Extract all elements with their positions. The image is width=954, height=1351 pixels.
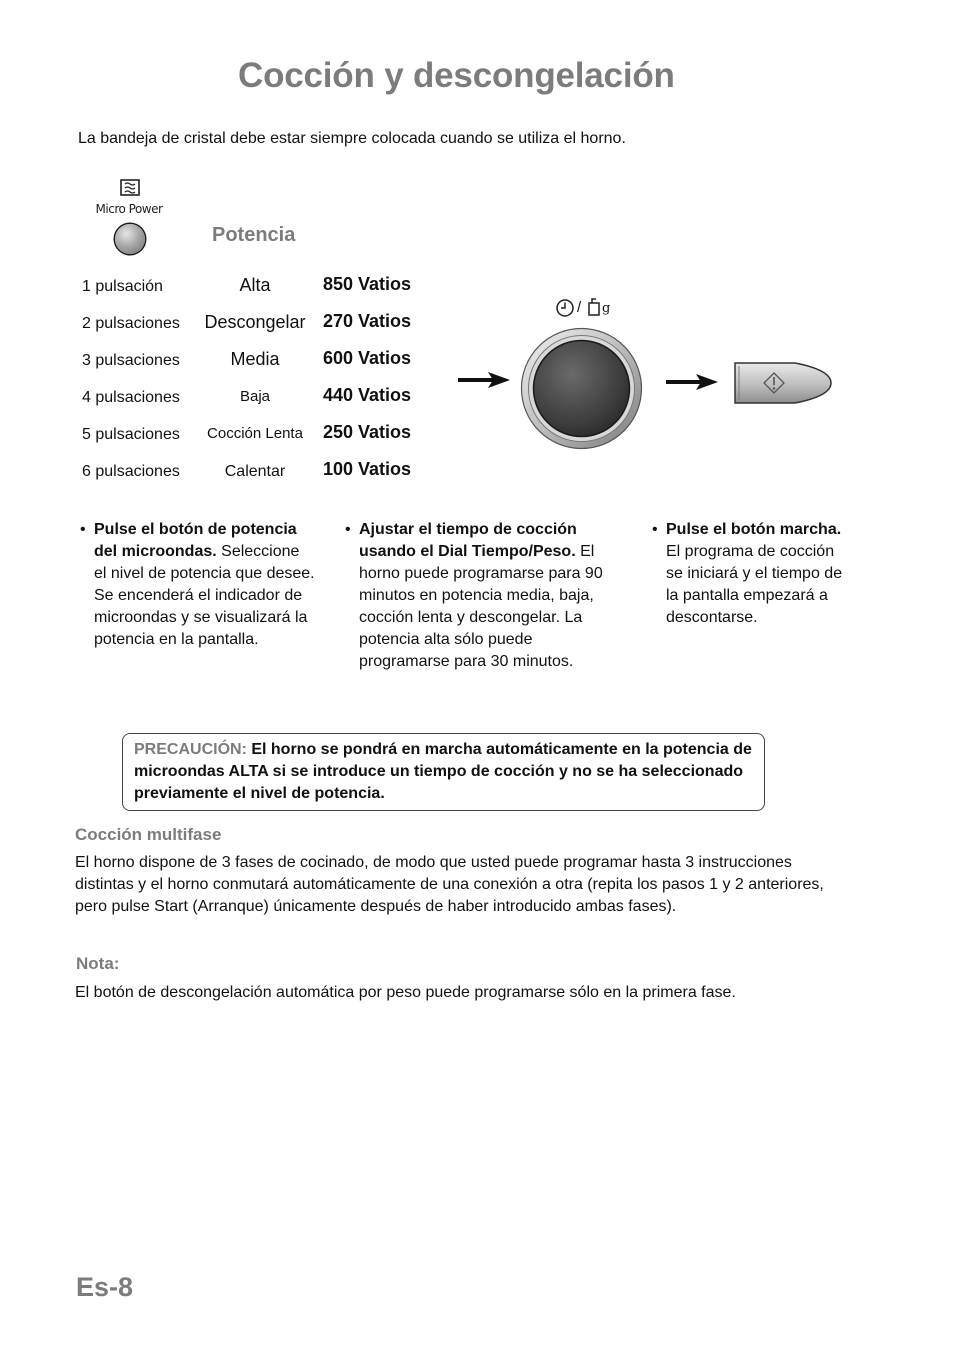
caution-lead: PRECAUCIÓN: [134, 741, 247, 758]
step-2-text: El horno puede programarse para 90 minutos en potencia media, baja, cocción lenta y descongelar. La potencia alta sólo puede programarse para 30 minutos. [359, 543, 603, 670]
power-watts: 100 Vatios [323, 459, 412, 479]
weight-unit: g [602, 301, 611, 316]
bullet: • [345, 521, 351, 538]
power-level: Descongelar [204, 312, 306, 332]
step-2-bold: Ajustar el tiempo de cocción usando el Dial Tiempo/Peso. [359, 521, 577, 560]
power-table-header: Potencia [212, 224, 296, 246]
multiphase-heading: Cocción multifase [75, 825, 222, 844]
power-level: Calentar [224, 463, 286, 480]
power-watts: 850 Vatios [323, 274, 412, 294]
power-row [0, 420, 954, 450]
arrow-right-icon [666, 372, 718, 392]
power-watts: 440 Vatios [323, 385, 412, 405]
step-1 [80, 519, 316, 651]
time-weight-dial[interactable] [519, 326, 644, 451]
note-text: El botón de descongelación automática por peso puede programarse sólo en la primera fase. [75, 984, 736, 1001]
press-count: 4 pulsaciones [82, 389, 180, 406]
bullet: • [80, 521, 86, 538]
caution-text: El horno se pondrá en marcha automáticamente en la potencia de microondas ALTA si se introduce un tiempo de cocción y no se ha seleccionado previamente el nivel de potencia. [134, 741, 752, 802]
micro-power-label: Micro Power [95, 202, 163, 216]
power-row [0, 309, 954, 339]
power-row [0, 272, 954, 302]
dial-separator: / [577, 299, 582, 316]
start-button[interactable] [733, 360, 833, 406]
press-count: 5 pulsaciones [82, 426, 180, 443]
micro-power-icon [120, 179, 140, 196]
page-number: Es-8 [76, 1272, 134, 1302]
dial-symbol [555, 296, 615, 320]
step-3-bold: Pulse el botón marcha. [666, 521, 842, 538]
press-count: 2 pulsaciones [82, 315, 180, 332]
step-1-bold: Pulse el botón de potencia del microondas. [94, 521, 297, 560]
note-heading: Nota: [76, 954, 120, 973]
arrow-right-icon [458, 370, 510, 390]
step-2 [345, 519, 621, 673]
intro-text: La bandeja de cristal debe estar siempre colocada cuando se utiliza el horno. [78, 130, 626, 147]
step-3 [652, 519, 846, 629]
power-level: Media [230, 349, 280, 369]
bullet: • [652, 521, 658, 538]
micro-power-button[interactable] [115, 224, 145, 254]
power-watts: 250 Vatios [323, 422, 412, 442]
press-count: 1 pulsación [82, 278, 163, 295]
power-level: Baja [239, 388, 271, 405]
power-level: Alta [239, 275, 271, 295]
step-3-text: El programa de cocción se iniciará y el tiempo de la pantalla empezará a descontarse. [666, 543, 843, 626]
press-count: 3 pulsaciones [82, 352, 180, 369]
clock-icon [555, 298, 575, 318]
power-watts: 270 Vatios [323, 311, 412, 331]
power-row [0, 457, 954, 487]
weight-icon [587, 296, 601, 316]
step-1-text: Seleccione el nivel de potencia que desee. Se encenderá el indicador de microondas y se visualizará la potencia en la pantalla. [94, 543, 315, 648]
caution-box [122, 733, 765, 811]
page-title: Cocción y descongelación [238, 56, 675, 95]
press-count: 6 pulsaciones [82, 463, 180, 480]
power-level: Cocción Lenta [207, 425, 303, 442]
power-watts: 600 Vatios [323, 348, 412, 368]
multiphase-text: El horno dispone de 3 fases de cocinado, de modo que usted puede programar hasta 3 instrucciones distintas y el horno conmutará automáticamente de una conexión a otra (repita los pasos 1 y 2 anteriores, pero pulse Start (Arranque) únicamente después de haber introducido ambas fases). [75, 854, 824, 915]
